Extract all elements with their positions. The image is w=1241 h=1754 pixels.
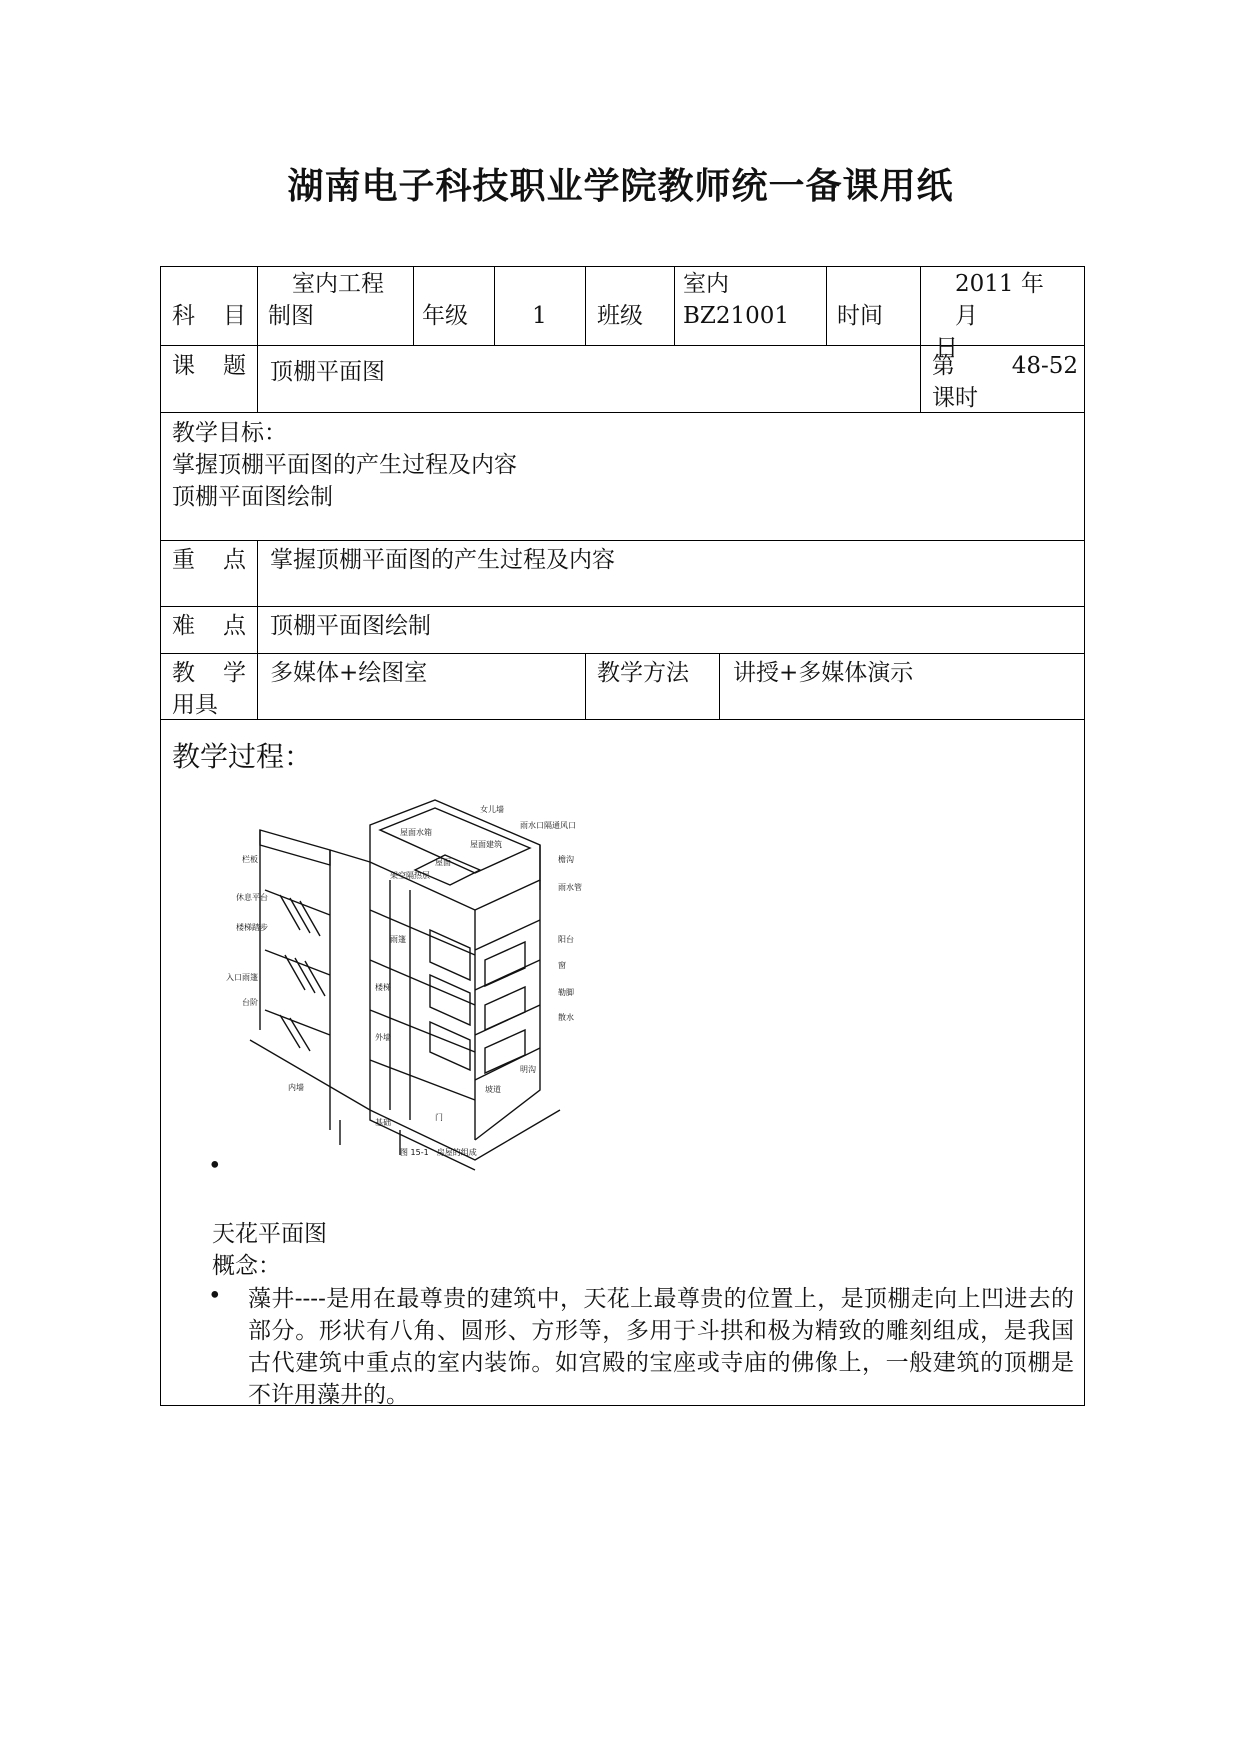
grade-value: 1	[532, 303, 547, 329]
time-value-line1: 2011 年 月	[955, 271, 1067, 329]
divider	[585, 266, 586, 345]
tools-label	[172, 657, 246, 721]
method-value: 讲授+多媒体演示	[733, 660, 914, 686]
section-title: 天花平面图	[212, 1221, 327, 1247]
divider	[160, 653, 1085, 654]
class-value-line2: BZ21001	[683, 303, 790, 329]
difficulty-value: 顶棚平面图绘制	[270, 613, 431, 639]
building-drawing	[250, 800, 560, 1170]
time-value-line2: 日	[935, 335, 958, 361]
concept-text: 藻井----是用在最尊贵的建筑中，天花上最尊贵的位置上，是顶棚走向上凹进去的部分。形状有八角、圆形、方形等，多用于斗拱和极为精致的雕刻组成，是我国古代建筑中重点的室内装饰。如宫殿的宝座或寺庙的佛像上，一般建筑的顶棚是不许用藻井的。	[248, 1286, 1074, 1408]
period-suffix: 课时	[932, 385, 978, 411]
figure-label: 屋面水箱	[400, 828, 432, 837]
figure-label: 休息平台	[236, 893, 268, 902]
divider	[160, 540, 1085, 541]
tools-value: 多媒体+绘图室	[270, 660, 428, 686]
objective-item: 掌握顶棚平面图的产生过程及内容	[172, 452, 517, 478]
period-range: 48-52	[1011, 353, 1078, 379]
figure-label: 台阶	[242, 998, 258, 1007]
figure-label: 栏板	[242, 855, 258, 864]
bullet-dot: •	[208, 1283, 222, 1309]
divider	[257, 266, 258, 345]
time-label: 时间	[837, 303, 883, 329]
figure-label: 屋面	[435, 858, 451, 867]
divider	[920, 345, 921, 412]
key-point-label: 重 点	[172, 547, 246, 573]
divider	[160, 606, 1085, 607]
grade-label: 年级	[422, 303, 468, 329]
figure-label: 基础	[375, 1118, 391, 1127]
subject-value-line2: 制图	[268, 303, 314, 329]
divider	[160, 719, 1085, 720]
objectives-block	[172, 417, 1052, 513]
building-illustration	[226, 790, 625, 1160]
figure-label: 架空隔热层	[390, 871, 430, 880]
divider	[413, 266, 414, 345]
divider	[674, 266, 675, 345]
period-prefix: 第	[932, 353, 955, 379]
class-value-line1: 室内	[683, 271, 729, 297]
process-heading: 教学过程：	[172, 740, 313, 773]
page-title: 湖南电子科技职业学院教师统一备课用纸	[287, 166, 954, 207]
bullet-dot: •	[208, 1153, 222, 1179]
divider	[585, 653, 586, 719]
method-label: 教学方法	[597, 660, 689, 686]
figure-label: 雨水管	[558, 883, 582, 892]
figure-label: 勒脚	[558, 988, 574, 997]
figure-label: 屋面建筑	[470, 840, 502, 849]
key-point-value: 掌握顶棚平面图的产生过程及内容	[270, 547, 615, 573]
figure-label: 内墙	[288, 1083, 304, 1092]
figure-label: 入口雨篷	[226, 973, 258, 982]
figure-label: 阳台	[558, 935, 574, 944]
divider	[257, 540, 258, 653]
subject-label: 科 目	[172, 303, 246, 329]
figure-label: 门	[435, 1113, 443, 1122]
subject-value-line1: 室内工程	[292, 271, 384, 297]
figure-label: 窗	[558, 961, 566, 970]
figure-label: 雨水口隔通风口	[520, 821, 576, 830]
figure-caption: 图 15-1 房屋的组成	[400, 1148, 477, 1157]
topic-label: 课 题	[172, 353, 246, 379]
difficulty-label: 难 点	[172, 613, 246, 639]
period-info	[932, 350, 1078, 414]
figure-label: 雨篷	[390, 935, 406, 944]
divider	[920, 266, 921, 345]
objectives-heading: 教学目标：	[172, 420, 287, 446]
divider	[826, 266, 827, 345]
period-line1	[932, 350, 1078, 382]
topic-value: 顶棚平面图	[270, 359, 385, 385]
concept-label: 概念：	[212, 1253, 281, 1279]
class-value	[683, 268, 823, 332]
figure-label: 楼梯踏步	[236, 923, 268, 932]
objective-item: 顶棚平面图绘制	[172, 484, 333, 510]
subject-value	[268, 268, 408, 332]
tools-label-line1: 教 学	[172, 660, 246, 686]
figure-label: 檐沟	[558, 855, 574, 864]
figure-label: 外墙	[375, 1033, 391, 1042]
tools-label-line2: 用具	[172, 692, 218, 718]
divider	[257, 345, 258, 412]
figure-label: 散水	[558, 1013, 574, 1022]
figure-label: 女儿墙	[480, 805, 504, 814]
class-label: 班级	[597, 303, 643, 329]
divider	[719, 653, 720, 719]
figure-label: 坡道	[485, 1085, 501, 1094]
figure-label: 楼梯	[375, 983, 391, 992]
divider	[257, 653, 258, 719]
figure-label: 明沟	[520, 1065, 536, 1074]
